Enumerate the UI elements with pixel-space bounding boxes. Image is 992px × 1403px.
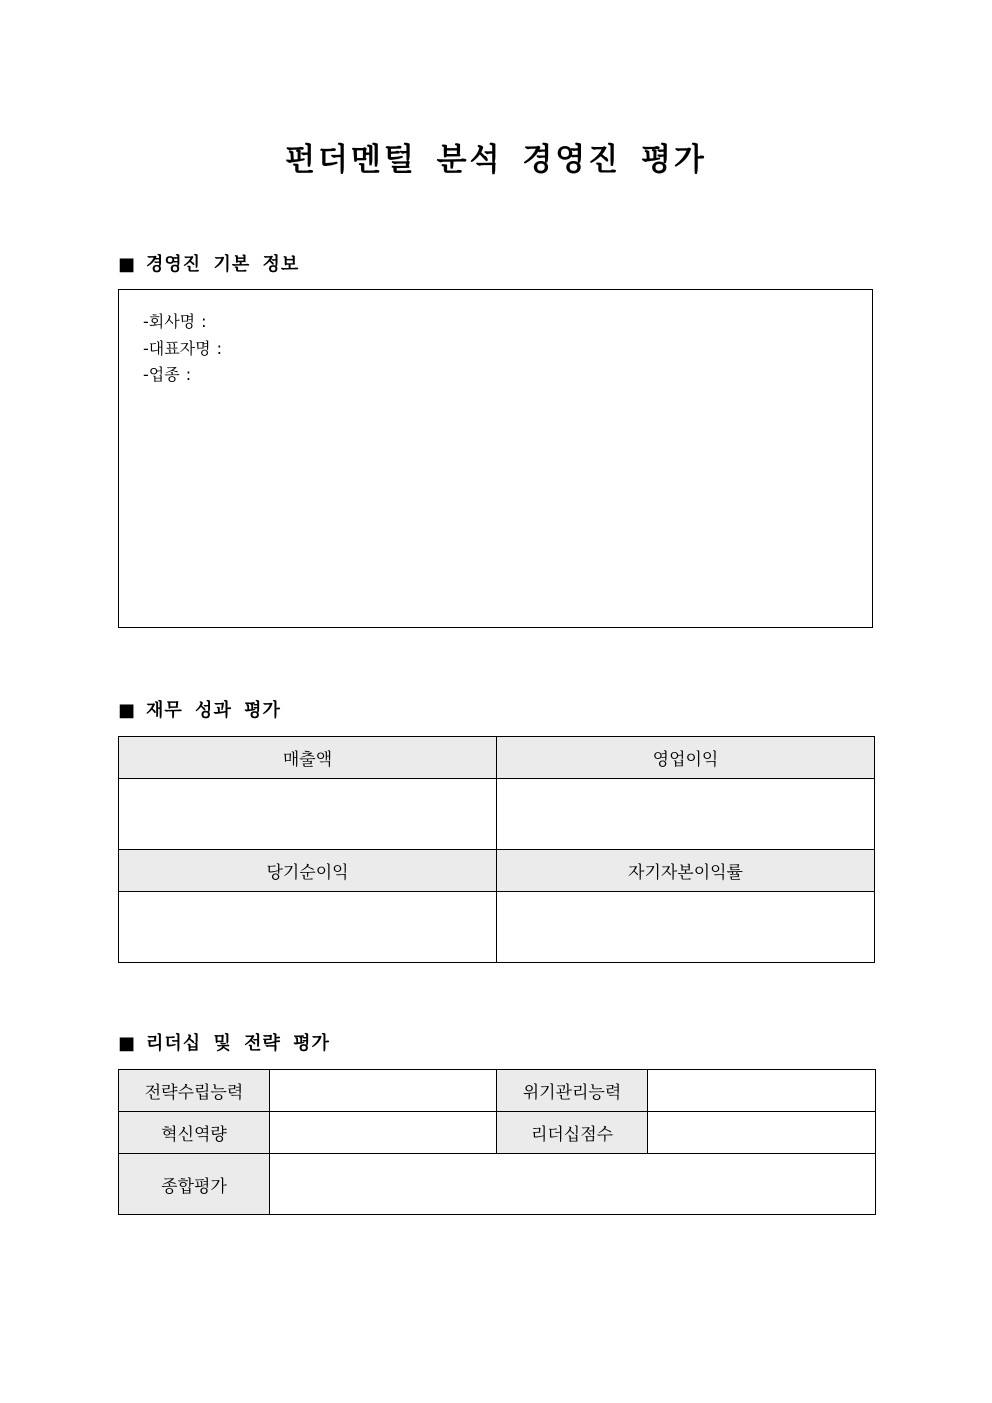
leadership-score-value-cell[interactable] <box>648 1112 876 1154</box>
section-heading-label: 경영진 기본 정보 <box>146 254 300 275</box>
square-bullet-icon: ■ <box>118 254 137 275</box>
table-row <box>119 850 875 892</box>
roe-header: 자기자본이익률 <box>497 850 875 892</box>
table-row <box>119 779 875 850</box>
document-title: 펀더멘털 분석 경영진 평가 <box>285 142 707 178</box>
section-heading-basic-info <box>118 254 299 276</box>
industry-label: -업종 <box>143 365 180 384</box>
innovation-capability-label: 혁신역량 <box>119 1112 270 1154</box>
roe-value-cell[interactable] <box>497 892 875 963</box>
table-row <box>119 1112 876 1154</box>
section-heading-label: 리더십 및 전략 평가 <box>146 1033 330 1054</box>
square-bullet-icon: ■ <box>118 1033 137 1054</box>
industry-line <box>143 362 848 389</box>
overall-evaluation-label: 종합평가 <box>119 1154 270 1215</box>
section-heading-financial <box>118 700 281 722</box>
strategy-planning-value-cell[interactable] <box>270 1070 497 1112</box>
leadership-strategy-table <box>118 1069 876 1215</box>
table-row <box>119 737 875 779</box>
company-name-line <box>143 309 848 336</box>
crisis-management-value-cell[interactable] <box>648 1070 876 1112</box>
table-row <box>119 892 875 963</box>
section-heading-label: 재무 성과 평가 <box>146 700 281 721</box>
net-income-header: 당기순이익 <box>119 850 497 892</box>
operating-profit-value-cell[interactable] <box>497 779 875 850</box>
innovation-capability-value-cell[interactable] <box>270 1112 497 1154</box>
revenue-value-cell[interactable] <box>119 779 497 850</box>
financial-performance-table <box>118 736 875 963</box>
crisis-management-label: 위기관리능력 <box>497 1070 648 1112</box>
operating-profit-header: 영업이익 <box>497 737 875 779</box>
colon-separator: : <box>185 365 192 384</box>
leadership-score-label: 리더십점수 <box>497 1112 648 1154</box>
colon-separator: : <box>201 312 207 331</box>
company-name-label: -회사명 <box>143 312 196 331</box>
ceo-name-label: -대표자명 <box>143 338 211 358</box>
ceo-name-line <box>143 336 848 363</box>
table-row <box>119 1070 876 1112</box>
revenue-header: 매출액 <box>119 737 497 779</box>
table-row <box>119 1154 876 1215</box>
overall-evaluation-value-cell[interactable] <box>270 1154 876 1215</box>
basic-info-box <box>118 289 873 628</box>
strategy-planning-label: 전략수립능력 <box>119 1070 270 1112</box>
net-income-value-cell[interactable] <box>119 892 497 963</box>
colon-separator: : <box>216 338 222 358</box>
section-heading-leadership <box>118 1033 330 1055</box>
square-bullet-icon: ■ <box>118 700 137 721</box>
